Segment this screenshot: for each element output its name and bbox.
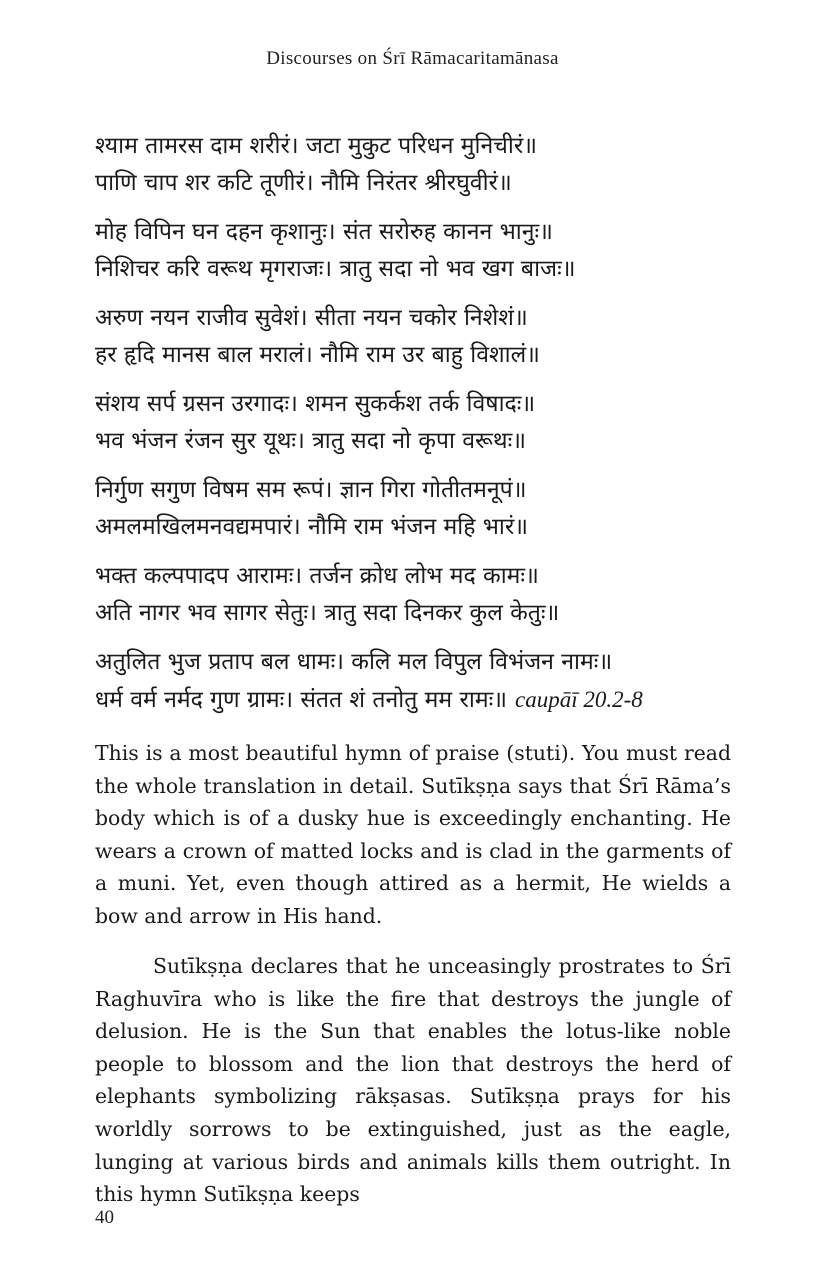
stanza — [95, 128, 735, 202]
verse-line-final — [95, 681, 735, 719]
stanza — [95, 386, 735, 460]
verse-line: अमलमखिलमनवद्यमपारं। नौमि राम भंजन महि भारं॥ — [95, 514, 529, 540]
verse-line: मोह विपिन घन दहन कृशानुः। संत सरोरुह कानन भानुः॥ — [95, 219, 553, 245]
stanza — [95, 300, 735, 374]
paragraph-1: This is a most beautiful hymn of praise (stuti). You must read the whole translation in detail. Sutīkṣṇa says that Śrī Rāma’s body which is of a dusky hue is exceedingly enchanting. He wears a crown of matted locks and is clad in the garments of a muni. Yet, even though attired as a hermit, He wields a bow and arrow in His hand. — [95, 741, 731, 928]
page-number: 40 — [95, 1207, 114, 1228]
verse-line: निर्गुण सगुण विषम सम रूपं। ज्ञान गिरा गोतीतमनूपं॥ — [95, 477, 527, 503]
stanza — [95, 644, 735, 719]
verse-line: भव भंजन रंजन सुर यूथः। त्रातु सदा नो कृपा वरूथः॥ — [95, 428, 527, 454]
verse-line: अति नागर भव सागर सेतुः। त्रातु सदा दिनकर कुल केतुः॥ — [95, 600, 560, 626]
verse-line: हर हृदि मानस बाल मरालं। नौमि राम उर बाहु विशालं॥ — [95, 342, 540, 368]
verse-line: पाणि चाप शर कटि तूणीरं। नौमि निरंतर श्रीरघुवीरं॥ — [95, 170, 512, 196]
running-header: Discourses on Śrī Rāmacaritamānasa — [266, 48, 559, 69]
paragraph-2: Sutīkṣṇa declares that he unceasingly prostrates to Śrī Raghuvīra who is like the fire that destroys the jungle of delusion. He is the Sun that enables the lotus-like noble people to blossom and the lion that destroys the herd of elephants symbolizing rākṣasas. Sutīkṣṇa prays for his worldly sorrows to be extinguished, just as the eagle, lunging at various birds and animals kills them outright. In this hymn Sutīkṣṇa keeps — [95, 954, 731, 1207]
verse-block — [95, 128, 735, 731]
verse-line: श्याम तामरस दाम शरीरं। जटा मुकुट परिधन मुनिचीरं॥ — [95, 133, 538, 159]
stanza — [95, 558, 735, 632]
verse-line: संशय सर्प ग्रसन उरगादः। शमन सुकर्कश तर्क विषादः॥ — [95, 391, 536, 417]
verse-reference: caupāī 20.2-8 — [515, 687, 643, 712]
verse-line: भक्त कल्पपादप आरामः। तर्जन क्रोध लोभ मद कामः॥ — [95, 563, 539, 589]
verse-line: अतुलित भुज प्रताप बल धामः। कलि मल विपुल विभंजन नामः॥ — [95, 649, 613, 675]
verse-line: निशिचर करि वरूथ मृगराजः। त्रातु सदा नो भव खग बाजः॥ — [95, 256, 576, 282]
stanza — [95, 472, 735, 546]
verse-line-text: धर्म वर्म नर्मद गुण ग्रामः। संतत शं तनोतु मम रामः॥ — [95, 687, 507, 713]
verse-line: अरुण नयन राजीव सुवेशं। सीता नयन चकोर निशेशं॥ — [95, 305, 528, 331]
stanza — [95, 214, 735, 288]
